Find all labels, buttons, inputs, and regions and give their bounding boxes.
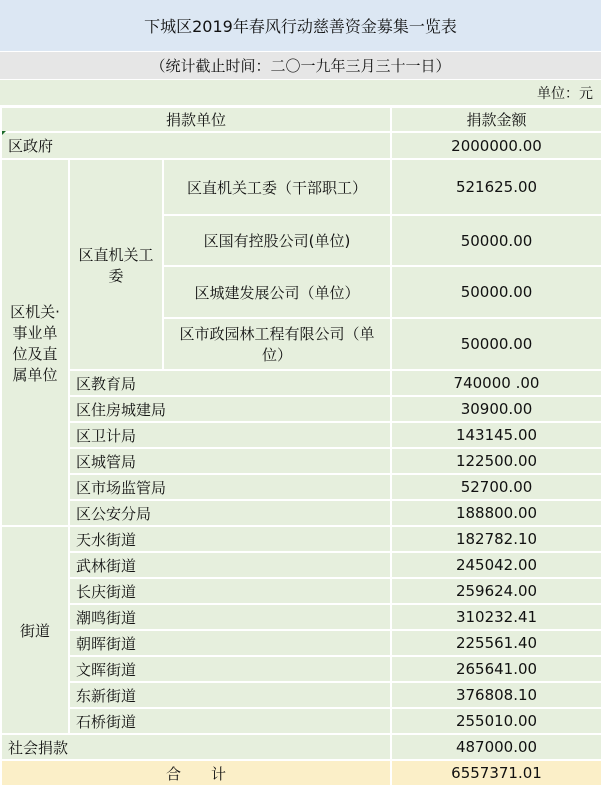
total-row — [1, 760, 601, 786]
row-amount: 376808.10 — [391, 682, 601, 708]
unit-label: 单位：元 — [0, 80, 601, 106]
row-name: 武林街道 — [69, 552, 391, 578]
table-row — [1, 656, 601, 682]
table-row — [1, 159, 601, 215]
table-row — [1, 370, 601, 396]
row-name: 天水街道 — [69, 526, 391, 552]
statistics-date: （统计截止时间：二〇一九年三月三十一日） — [0, 52, 601, 80]
table-row — [1, 578, 601, 604]
row-amount: 182782.10 — [391, 526, 601, 552]
row-name: 区国有控股公司(单位) — [163, 215, 391, 266]
table-row — [1, 604, 601, 630]
row-name: 石桥街道 — [69, 708, 391, 734]
row-amount: 50000.00 — [391, 266, 601, 318]
table-row — [1, 526, 601, 552]
row-amount: 245042.00 — [391, 552, 601, 578]
row-name: 区公安分局 — [69, 500, 391, 526]
total-amount: 6557371.01 — [391, 760, 601, 786]
total-label: 合 计 — [1, 760, 391, 786]
group-agency-committee: 区直机关工委 — [69, 159, 163, 370]
row-name: 区城建发展公司（单位） — [163, 266, 391, 318]
row-amount: 2000000.00 — [391, 132, 601, 159]
row-name: 朝晖街道 — [69, 630, 391, 656]
row-amount: 30900.00 — [391, 396, 601, 422]
row-amount: 259624.00 — [391, 578, 601, 604]
row-name: 区直机关工委（干部职工） — [163, 159, 391, 215]
row-name: 区市场监管局 — [69, 474, 391, 500]
row-amount: 52700.00 — [391, 474, 601, 500]
table-row — [1, 474, 601, 500]
table-row — [1, 682, 601, 708]
page-title: 下城区2019年春风行动慈善资金募集一览表 — [0, 0, 601, 52]
header-amount: 捐款金额 — [391, 107, 601, 132]
group-streets: 街道 — [1, 526, 69, 734]
table-row — [1, 448, 601, 474]
table-row — [1, 708, 601, 734]
row-amount: 143145.00 — [391, 422, 601, 448]
row-amount: 487000.00 — [391, 734, 601, 760]
row-name: 区住房城建局 — [69, 396, 391, 422]
row-name: 潮鸣街道 — [69, 604, 391, 630]
group-agencies: 区机关·事业单位及直属单位 — [1, 159, 69, 526]
table-row — [1, 630, 601, 656]
row-name: 区市政园林工程有限公司（单位） — [163, 318, 391, 370]
row-amount: 122500.00 — [391, 448, 601, 474]
donation-table — [0, 106, 601, 787]
cell-comment-marker — [2, 131, 6, 135]
row-name: 区城管局 — [69, 448, 391, 474]
table-row — [1, 552, 601, 578]
row-amount: 310232.41 — [391, 604, 601, 630]
row-amount: 50000.00 — [391, 318, 601, 370]
row-amount: 740000 .00 — [391, 370, 601, 396]
table-row — [1, 132, 601, 159]
table-row — [1, 734, 601, 760]
row-amount: 255010.00 — [391, 708, 601, 734]
row-amount: 50000.00 — [391, 215, 601, 266]
table-row — [1, 396, 601, 422]
table-row — [1, 500, 601, 526]
row-amount: 225561.40 — [391, 630, 601, 656]
row-name: 文晖街道 — [69, 656, 391, 682]
row-name: 长庆街道 — [69, 578, 391, 604]
row-name: 区教育局 — [69, 370, 391, 396]
table-row — [1, 422, 601, 448]
row-amount: 188800.00 — [391, 500, 601, 526]
row-name: 东新街道 — [69, 682, 391, 708]
table-header-row — [1, 107, 601, 132]
row-amount: 265641.00 — [391, 656, 601, 682]
row-name: 区政府 — [1, 132, 391, 159]
row-name: 社会捐款 — [1, 734, 391, 760]
header-unit: 捐款单位 — [1, 107, 391, 132]
row-name: 区卫计局 — [69, 422, 391, 448]
row-amount: 521625.00 — [391, 159, 601, 215]
